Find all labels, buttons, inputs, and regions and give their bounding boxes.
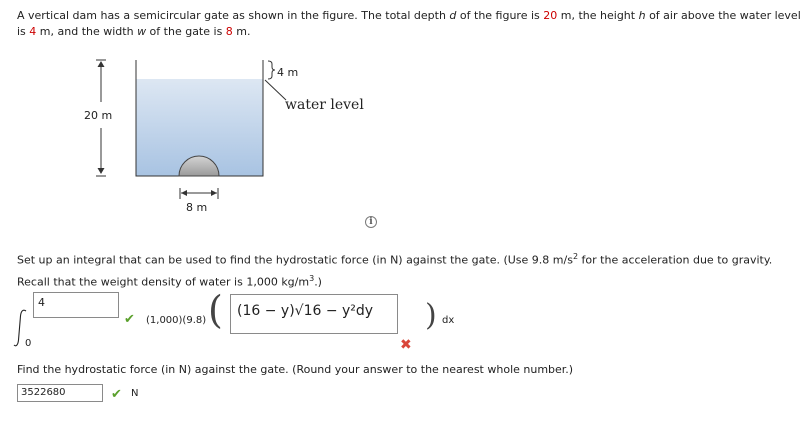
integrand-error-icon: ✖ xyxy=(400,337,412,353)
label-4m: 4 m xyxy=(277,66,299,79)
depth-arrow-down xyxy=(98,168,105,174)
upper-limit-input[interactable]: 4 xyxy=(33,292,119,318)
force-unit: N xyxy=(131,388,139,399)
question-2: Find the hydrostatic force (in N) against the gate. (Round your answer to the nearest whole number.) xyxy=(17,363,574,376)
label-water-level: water level xyxy=(285,97,364,113)
label-8m: 8 m xyxy=(186,201,208,214)
lower-limit: 0 xyxy=(25,338,32,349)
air-height-value: 4 xyxy=(29,25,37,38)
problem-text: of the figure is xyxy=(456,9,544,22)
problem-text: of the gate is xyxy=(146,25,226,38)
var-d: d xyxy=(449,9,457,22)
info-icon[interactable]: i xyxy=(365,216,377,228)
problem-text: A vertical dam has a semicircular gate as shown in the figure. The total depth xyxy=(17,9,450,22)
var-w: w xyxy=(137,25,147,38)
integrand-input[interactable]: (16 − y)√16 − y²dy xyxy=(230,294,398,334)
width-arrow-left xyxy=(181,190,187,196)
question-1 xyxy=(17,248,804,291)
problem-text: m. xyxy=(232,25,251,38)
problem-text: of air above the water level is xyxy=(17,9,801,38)
problem-text: m, the height xyxy=(557,9,639,22)
force-answer-input[interactable]: 3522680 xyxy=(17,384,103,402)
width-arrow-right xyxy=(211,190,217,196)
close-paren: ) xyxy=(425,298,437,333)
depth-value: 20 xyxy=(543,9,558,22)
question-1-line2: Recall that the weight density of water is 1,000 $kg/m^3$.) xyxy=(17,273,322,289)
force-answer-check-icon: ✔ xyxy=(111,387,122,402)
gate-width-value: 8 xyxy=(225,25,233,38)
depth-arrow-up xyxy=(98,61,105,67)
dx-label: dx xyxy=(442,315,455,326)
air-brace xyxy=(268,61,275,79)
integral-coefficient: (1,000)(9.8) xyxy=(146,315,207,326)
upper-limit-check-icon: ✔ xyxy=(124,312,135,327)
open-paren: ( xyxy=(208,288,223,332)
question-1-line1: Set up an integral that can be used to find the hydrostatic force (in N) against the gate. (Use 9.8 $m/s^2$ for the acceleration due to gravity. xyxy=(17,252,773,267)
water-level-pointer xyxy=(265,80,286,100)
var-h: h xyxy=(638,9,646,22)
label-20m: 20 m xyxy=(84,109,113,122)
problem-text: m, and the width xyxy=(36,25,138,38)
